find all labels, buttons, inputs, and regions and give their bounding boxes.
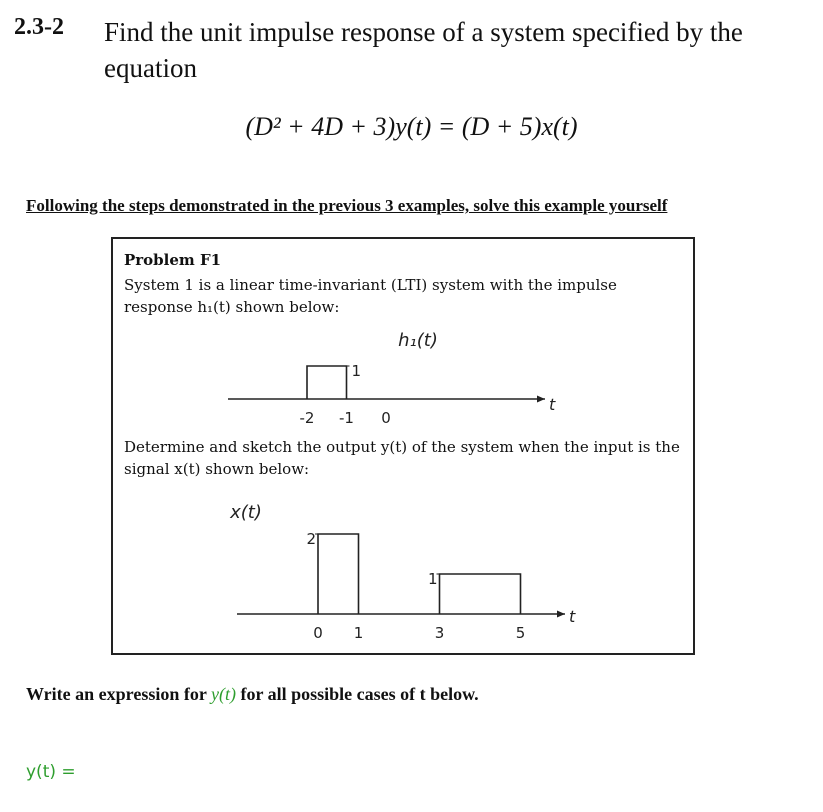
write-prompt [26,684,479,705]
box-title: Problem F1 [124,251,222,269]
answer-label: y(t) = [26,762,76,782]
x-tick-label: 0 [313,624,323,642]
x-axis-label: t [569,607,576,626]
x-tick-label: -2 [299,409,315,427]
pulse-height-label-1: 1 [427,570,438,588]
pulse-height-label-0: 1 [351,362,362,380]
chart-title: x(t) [230,502,262,523]
prompt-var: y(t) [211,684,236,704]
answer-input[interactable] [82,761,486,783]
differential-equation: (D² + 4D + 3)y(t) = (D + 5)x(t) [245,112,578,141]
pulse-0 [318,534,359,614]
pulse-1 [440,574,521,614]
x-tick-label: -1 [339,409,354,427]
x-axis-arrow [557,611,565,618]
box-determine-text: Determine and sketch the output y(t) of the system when the input is the signal x(t) shown below: [124,438,680,478]
x-axis-label: t [549,395,556,414]
prompt-before: Write an expression for [26,684,211,704]
pulse-height-label-0: 2 [306,530,316,548]
chart-title: h₁(t) [398,330,438,351]
prompt-after: for all possible cases of t below. [235,684,479,704]
instruction-text: Following the steps demonstrated in the previous 3 examples, solve this example yourself [26,196,668,215]
x-tick-label: 5 [515,624,526,642]
x-tick-label: 1 [353,624,364,642]
problem-number: 2.3-2 [14,14,64,40]
answer-row [26,761,486,783]
box-intro-text: System 1 is a linear time-invariant (LTI) system with the impulse response h₁(t) shown below: [124,276,617,316]
x-tick-label: 0 [381,409,391,427]
problem-statement: Find the unit impulse response of a system specified by the equation [104,17,743,83]
x-tick-label: 3 [434,624,445,642]
